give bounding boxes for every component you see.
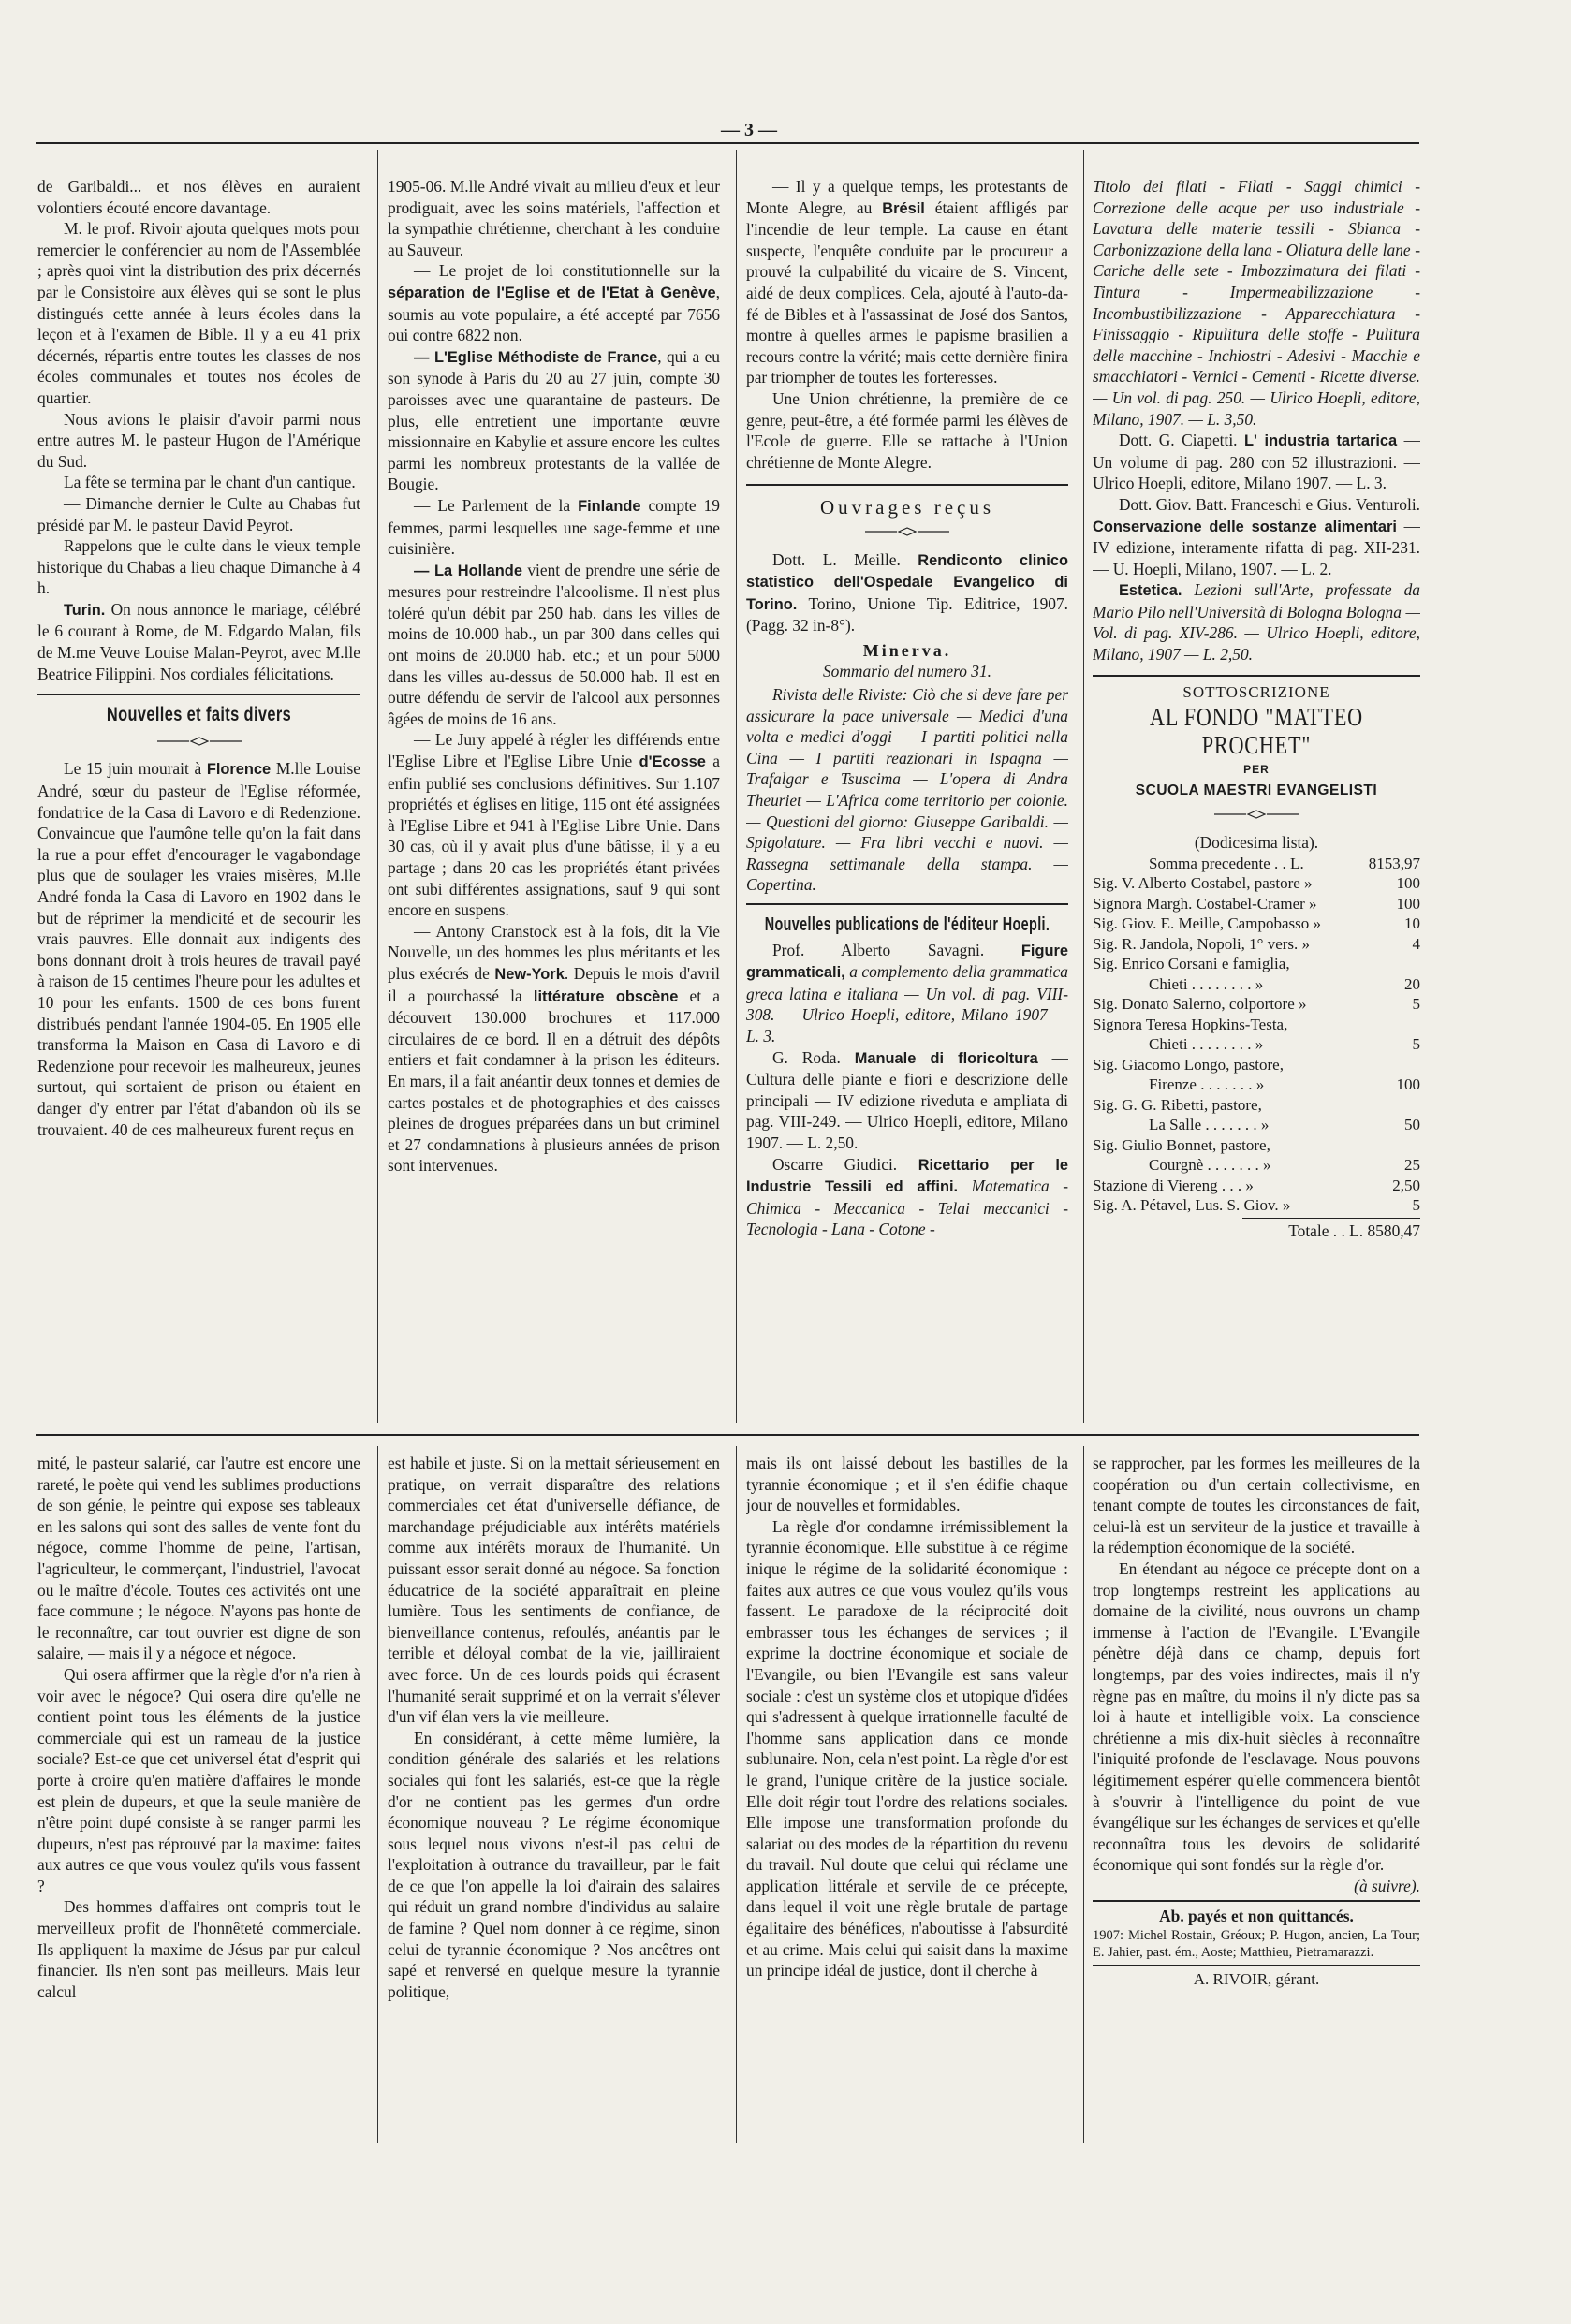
lista-label: (Dodicesima lista).: [1194, 833, 1319, 853]
paragraph: La règle d'or condamne irrémissiblement la tyrannie économique. Elle substitue à ce régime inique le régime de la solidarité économique : faites aux autres ce que vous voulez qu'ils vous fassent. Le paradoxe de la réciprocité doit embrasser tous les échanges de services ; il exprime la doctrine économique et sociale de l'Evangile, ou bien l'Evangile est sans valeur sociale : c'est un système clos et utopique d'idées qui s'adressent à quelque irrationnelle faculté de l'homme sans application dans ce monde sublunaire. Non, cela n'est point. La règle d'or est le grand, l'unique critère de la justice sociale. Elle doit régir tout l'ordre des relations sociales. Elle impose une transformation profonde du salariat ou des modes de la répartition du revenu du travail. Nul doute que celui qui réclame une application littérale et servile de ce précepte, dans lequel il voit une règle brutale de partage égalitaire des bénéfices, n'aboutisse à l'absurdité et au crime. Mais celui qui saisit dans la maxime un principe idéal de justice, dont il cherche à: [746, 1516, 1068, 1981]
bold-text: — L'Eglise Méthodiste de France: [414, 348, 658, 366]
minerva-subtitle: Sommario del numero 31.: [822, 662, 991, 681]
subscriber-name: Courgnè . . . . . . . »: [1149, 1156, 1271, 1175]
bold-text: Rendiconto clinico statistico dell'Ospedale Evangelico di Torino.: [746, 551, 1068, 613]
bold-text: New-York: [494, 965, 565, 983]
subscription-amount: [1345, 1055, 1420, 1075]
paragraph: est habile et juste. Si on la mettait sérieusement en pratique, on verrait disparaître des relations commerciales cet état d'universelle défiance, de marchandage préjudiciable aux intérêts matériels comme aux intérêts moraux de l'humanité. Un puissant essor serait donné au négoce. Sa fonction éducatrice de la société apparaîtrait en pleine lumière. Tous les sentiments de confiance, de bienveillance contenus, refoulés, anéantis par le terrible et déloyal combat de la vie, jailliraient avec force. Un de ces lourds poids qui écrasent l'humanité serait supprimé et on la verrait s'élever d'un vif élan vers la vie meilleure.: [388, 1454, 720, 1727]
subscriber-name: La Salle . . . . . . . »: [1149, 1116, 1270, 1134]
fondo-title: AL FONDO "MATTEO PROCHET": [1150, 703, 1363, 760]
bold-text: Finlande: [578, 497, 641, 515]
text: — Le Parlement de la: [414, 495, 571, 515]
text: — Le projet de loi constitutionnelle sur la: [414, 261, 720, 281]
column-2: [388, 176, 720, 1425]
text: vient de prendre une série de mesures pour restreindre l'alcoolisme. Il n'est plus toléré qu'un débit par 250 hab. dans les villes de moins de 10.000 hab., un par 300 dans celles qui ont moins de 20.000 hab. etc.; et un pour 5000 dans les villes au-dessus de 50.000 hab. Il est en outre défendu de servir de l'alcool aux personnes âgées de moins de 16 ans.: [388, 560, 720, 728]
section-rule: [36, 1434, 1419, 1436]
text: étaient affligés par l'incendie de leur temple. La cause en étant suspecte, l'enquête conduite par le procureur a prouvé la culpabilité du vicaire de S. Vincent, aidé de deux complices. Cela, ajouté à l'auto-da-fé de Bibles et à l'assassinat de José dos Santos, montre à quelles armes le papisme brasilien a recours contre la vérité; mais cette dernière finira par triompher de toutes les forteresses.: [746, 197, 1068, 387]
column-rule: [736, 150, 737, 1423]
paragraph-geneve: [388, 260, 720, 345]
text: — IV edizione, interamente rifatta di pag. XII-231. — U. Hoepli, Milano, 1907. — L. 2.: [1093, 516, 1420, 578]
text: Lezioni sull'Arte, professate da Mario Pilo nell'Università di Bologna Bologna — Vol. di pag. XIV-286. — Ulrico Hoepli, editore, Milano, 1907 — L. 2,50.: [1093, 580, 1420, 665]
paragraph: se rapprocher, par les formes les meilleures de la coopération ou d'un certain collectivisme, en tenant compte de toutes les circonstances de fait, celui-là est un serviteur de la justice et travaille à la rédemption économique de la société.: [1093, 1454, 1420, 1557]
abonnements-title: Ab. payés et non quittancés.: [1159, 1907, 1354, 1926]
text: Dott. Giov. Batt. Franceschi e Gius. Venturoli.: [1119, 494, 1420, 514]
bold-text: Figure grammaticali,: [746, 942, 1068, 982]
subscription-amount: 5: [1412, 1196, 1420, 1215]
text: — Cultura delle piante e fiori e descrizione delle principali — IV edizione riveduta e ampliata di pag. VIII-249. — Ulrico Hoepli, editore, Milano 1907. — L. 2,50.: [746, 1047, 1068, 1152]
subscription-amount: 100: [1396, 874, 1420, 893]
paragraph-ecosse: [388, 729, 720, 920]
subscription-row: [1093, 994, 1420, 1015]
text: M.lle Louise André, sœur du pasteur de l'Eglise réformée, fondatrice de la Casa di Lavoro e di Redenzione. Convaincue que l'aumône telle qu'on la fait dans la rue a pour effet d'encourager le vagabondage plus que de soulager les vraies misères, M.lle André fonda la Casa di Lavoro en 1902 dans le but de réprimer la mendicité et de secourir les vrais pauvres. Elle donnait aux indigents des bons donnant droit à trois heures de travail payé à raison de 15 centimes l'heure pour les adultes et 10 pour les enfants. 1500 de ces bons furent distribués pendant l'année 1904-05. En 1905 elle transforma la Maison en Casa di Lavoro e di Redenzione pour recevoir les malheureux, jeunes surtout, qui sortaient de prison ou étaient en danger d'y entrer par l'état d'abandon où ils se trouvaient. 40 de ces malheureux furent reçus en: [37, 759, 360, 1139]
subscription-row: [1093, 894, 1420, 914]
section-title-nouvelles: Nouvelles et faits divers: [106, 704, 292, 726]
minerva-text: Rivista delle Riviste: Ciò che si deve fare per assicurare la pace universale — Medici d'una volta e medici d'oggi — I partiti politici nella Cina — I partiti reazionari in Ispagna — Trafalgar e Tsuscima — L'opera di Andra Theuriet — L'Africa come territorio per colonie. — Questioni del giorno: Giuseppe Garibaldi. — Spigolature. — Fra libri vecchi e nuovi. — Rassegna settimanale della stampa. — Copertina.: [746, 685, 1068, 895]
giudici-continued: Titolo dei filati - Filati - Saggi chimici - Correzione delle acque per uso industriale - Lavatura delle materie tessili - Sbianca - Carbonizzazione della lana - Oliatura delle lane - Cariche delle sete - Imbozzimatura dei filati - Tintura - Impermeabilizzazione - Incombustibilizzazione - Apparecchiatura - Finissaggio - Ripulitura delle stoffe - Pulitura delle macchine - Inchiostri - Adesivi - Macchie e smacchiatori - Vernici - Cementi - Ricette diverse. — Un vol. di pag. 250. — Ulrico Hoepli, editore, Milano, 1907. — L. 3,50.: [1093, 177, 1420, 429]
subscription-row: [1093, 1055, 1420, 1075]
column-rule: [1083, 150, 1084, 1423]
abonnements-text: 1907: Michel Rostain, Gréoux; P. Hugon, ancien, La Tour; E. Jahier, past. ém., Aoste; Matthieu, Pietramarazzi.: [1093, 1928, 1420, 1961]
subscription-row: [1093, 934, 1420, 955]
ornament-icon: [746, 520, 1068, 542]
paragraph-meille: [746, 549, 1068, 636]
subscription-row: [1093, 1155, 1420, 1176]
paragraph-newyork: [388, 921, 720, 1177]
paragraph: 1905-06. M.lle André vivait au milieu d'eux et leur prodiguait, avec les soins matériels, l'affection et la sympathie chrétienne, cherchant à les conduire au Sauveur.: [388, 177, 720, 259]
paragraph: La fête se termina par le chant d'un cantique.: [64, 473, 356, 492]
bottom-column-2: [388, 1453, 720, 2141]
paragraph: Nous avions le plaisir d'avoir parmi nous entre autres M. le pasteur Hugon de l'Amérique du Sud.: [37, 409, 360, 471]
subscriber-name: Sig. Giov. E. Meille, Campobasso »: [1093, 914, 1321, 933]
suivre-note: (à suivre).: [1354, 1876, 1420, 1895]
section-title-hoepli: Nouvelles publications de l'éditeur Hoepli.: [764, 914, 1050, 935]
text: . Depuis le mois d'avril il a pourchassé la: [388, 963, 720, 1005]
subscription-amount: 4: [1412, 934, 1420, 953]
subscription-amount: 8153,97: [1368, 854, 1420, 872]
ornament-icon: [37, 730, 360, 752]
subscription-row: [1093, 854, 1420, 874]
section-divider: [746, 903, 1068, 905]
section-divider: [746, 484, 1068, 486]
paragraph: Une Union chrétienne, la première de ce genre, peut-être, a été formée parmi les élèves de l'Ecole de guerre. Elle se rattache à l'Union chrétienne de Monte Alegre.: [746, 388, 1068, 472]
paragraph: mais ils ont laissé debout les bastilles de la tyrannie économique ; et il s'en édifie chaque jour de nouvelles et formidables.: [746, 1454, 1068, 1515]
gerant-signature: A. RIVOIR, gérant.: [1193, 1970, 1320, 1989]
sottoscrizione-heading: SOTTOSCRIZIONE: [1182, 682, 1330, 701]
bold-text: Brésil: [882, 199, 925, 217]
subscription-row: [1093, 974, 1420, 995]
subscriber-name: Signora Margh. Costabel-Cramer »: [1093, 894, 1317, 913]
paragraph-hollande: [388, 560, 720, 730]
school-title: SCUOLA MAESTRI EVANGELISTI: [1135, 782, 1378, 798]
subscriber-name: Chieti . . . . . . . . »: [1149, 974, 1264, 993]
subscription-amount: 20: [1404, 974, 1420, 993]
text: et a découvert 130.000 brochures et 117.000 circulaires de ce bord. Il en a détruit des dépôts entiers et fait condamner à la prison les éditeurs. En mars, il a fait anéantir deux tonnes et demies de cartes postales et de photographies et des caisses pleines de drogues préparées dans un but criminel et 27 condamnations à plusieurs années de prison sont intervenues.: [388, 986, 720, 1176]
paragraph: — Dimanche dernier le Culte au Chabas fut présidé par M. le pasteur David Peyrot.: [37, 493, 360, 534]
text: — Il y a quelque temps, les protestants de Monte Alegre, au: [746, 177, 1068, 217]
subscription-table: [1093, 854, 1420, 1216]
text: Matematica - Chimica - Meccanica - Telai meccanici - Tecnologia - Lana - Cotone -: [746, 1177, 1068, 1239]
text: Dott. G. Ciapetti.: [1119, 431, 1238, 450]
column-rule: [377, 150, 378, 1423]
subscriber-name: Sig. Giulio Bonnet, pastore,: [1093, 1135, 1270, 1154]
subscription-amount: 5: [1412, 1035, 1420, 1054]
subscriber-name: Sig. G. G. Ribetti, pastore,: [1093, 1095, 1262, 1114]
subscription-row: [1093, 954, 1420, 974]
subscriber-name: Somma precedente . . L.: [1149, 854, 1304, 872]
paragraph-bresil: [746, 176, 1068, 388]
subscription-amount: 5: [1412, 995, 1420, 1014]
subscription-row: [1093, 1034, 1420, 1055]
subscription-row: [1093, 1135, 1420, 1156]
paragraph-giudici: [746, 1154, 1068, 1240]
subscriber-name: Firenze . . . . . . . »: [1149, 1075, 1265, 1094]
text: Torino, Unione Tip. Editrice, 1907. (Pagg. 32 in-8°).: [746, 593, 1068, 636]
subscription-amount: [1345, 954, 1420, 974]
subscription-amount: 100: [1396, 1075, 1420, 1094]
bold-text: littérature obscène: [533, 987, 679, 1005]
subscription-row: [1093, 914, 1420, 934]
section-divider: [1093, 1965, 1420, 1966]
text: , soumis au vote populaire, a été accepté par 7656 oui contre 6822 non.: [388, 282, 720, 345]
florence-bold: Florence: [206, 761, 272, 779]
text: — Un volume di pag. 280 con 52 illustrazioni. — Ulrico Hoepli, editore, Milano 1907. — L. 3.: [1093, 431, 1420, 493]
text: Le 15 juin mourait à: [64, 759, 202, 779]
totale-row: Totale . . L. 8580,47: [1288, 1220, 1420, 1240]
paragraph-savagni: [746, 940, 1068, 1047]
paragraph: M. le prof. Rivoir ajouta quelques mots pour remercier le conférencier au nom de l'Assemblée ; après quoi vint la distribution des prix décernés par le Consistoire aux élèves qui se sont le plus distingués cette année à leurs écoles dans la leçon et à l'examen de Bible. Il y a eu 41 prix décernés, répartis entre toutes les classes de nos écoles communales et toutes nos écoles de quartier.: [37, 219, 360, 407]
paragraph-florence: [37, 758, 360, 1140]
subscription-row: [1093, 1176, 1420, 1196]
turin-text: On nous annonce le mariage, célébré le 6 courant à Rome, de M. Edgardo Malan, fils de M.me Veuve Louise Malan-Peyrot, avec M.lle Beatrice Filippini. Nos cordiales félicitations.: [37, 599, 360, 683]
paragraph: de Garibaldi... et nos élèves en auraient volontiers écouté encore davantage.: [37, 177, 360, 217]
subscriber-name: Chieti . . . . . . . . »: [1149, 1035, 1264, 1054]
text: Oscarre Giudici.: [772, 1154, 898, 1174]
subscriber-name: Sig. V. Alberto Costabel, pastore »: [1093, 874, 1313, 893]
paragraph-finlande: [388, 495, 720, 560]
text: G. Roda.: [772, 1047, 841, 1067]
subscriber-name: Sig. Enrico Corsani e famiglia,: [1093, 955, 1290, 973]
subscription-amount: [1345, 1015, 1420, 1035]
subscription-row: [1093, 1095, 1420, 1116]
subscription-row: [1093, 873, 1420, 894]
bold-text: Conservazione delle sostanze alimentari: [1093, 518, 1397, 535]
subscriber-name: Sig. Giacomo Longo, pastore,: [1093, 1055, 1284, 1074]
paragraph: mité, le pasteur salarié, car l'autre est encore une rareté, le poète qui vend les sublimes productions de son génie, le peintre qui expose ses tableaux en les salons qui sont des salles de vente font du négoce, comme l'homme de peine, l'artisan, l'agriculteur, le commerçant, l'industriel, l'avocat ou le maître d'école. Toutes ces activités ont une face commune ; le négoce. N'ayons pas honte de le reconnaître, car tout ouvrier est digne de son salaire, — mais il y a négoce et négoce.: [37, 1454, 360, 1663]
section-divider: [1093, 675, 1420, 677]
bold-text: Manuale di floricoltura: [854, 1049, 1038, 1067]
ornament-icon: [1093, 803, 1420, 825]
paragraph-franceschi: [1093, 494, 1420, 579]
subscriber-name: Sig. R. Jandola, Nopoli, 1° vers. »: [1093, 934, 1311, 953]
paragraph: Rappelons que le culte dans le vieux temple historique du Chabas a lieu chaque Dimanche à 4 h.: [37, 536, 360, 598]
text: — Le Jury appelé à régler les différends entre l'Eglise Libre et l'Eglise Libre Unie: [388, 730, 720, 771]
text: Prof. Alberto Savagni.: [772, 940, 985, 959]
paragraph: Des hommes d'affaires ont compris tout le merveilleux profit de l'honnêteté commerciale. Ils appliquent la maxime de Jésus par pur calcul financier. Ils n'en sont pas meilleurs. Mais leur calcul: [37, 1897, 360, 2001]
subscriber-name: Sig. A. Pétavel, Lus. S. Giov. »: [1093, 1196, 1291, 1215]
text: compte 19 femmes, parmi lesquelles une sage-femme et une cuisinière.: [388, 495, 720, 559]
column-rule: [377, 1446, 378, 2143]
bottom-column-4: [1093, 1453, 1420, 2141]
subscription-amount: 2,50: [1392, 1176, 1420, 1194]
paragraph-estetica: [1093, 579, 1420, 665]
text: — Antony Cranstock est à la fois, dit la Vie Nouvelle, un des hommes les plus méritants et les plus exécrés de: [388, 921, 720, 983]
text: , qui a eu son synode à Paris du 20 au 27 juin, compte 30 paroisses avec une quarantaine de pasteurs. De plus, elle entretient une importante œuvre missionnaire en Kabylie et assure encore les cultes parmi les nombreux protestants de la vallée de Bougie.: [388, 346, 720, 494]
subscription-amount: 100: [1396, 894, 1420, 913]
subscription-row: [1093, 1115, 1420, 1135]
column-rule: [736, 1446, 737, 2143]
column-1: [37, 176, 360, 1425]
subscription-row: [1093, 1074, 1420, 1095]
subscriber-name: Signora Teresa Hopkins-Testa,: [1093, 1015, 1288, 1033]
bold-text: d'Ecosse: [639, 753, 706, 771]
subscription-amount: [1345, 1135, 1420, 1156]
paragraph: Qui osera affirmer que la règle d'or n'a rien à voir avec le négoce? Qui osera dire qu'elle ne contient point tous les éléments de la justice commerciale qui est un rameau de la justice sociale? Est-ce que cet universel état d'esprit qui porte à croire qu'en matière d'affaires le monde est plein de dupeurs, et que la seule manière de n'être point dupé consiste à se ranger parmi les dupeurs, n'est pas réprouvé par la maxime: faites aux autres ce que vous voulez qu'ils vous fassent ?: [37, 1664, 360, 1895]
subscription-amount: 50: [1404, 1116, 1420, 1134]
bold-text: Ricettario per le Industrie Tessili ed affini.: [746, 1156, 1068, 1196]
bold-text: L' industria tartarica: [1243, 432, 1398, 450]
paragraph-ciapetti: [1093, 430, 1420, 494]
bold-text: Estetica.: [1119, 582, 1182, 600]
page-number: — 3 —: [721, 120, 777, 140]
per-label: PER: [1243, 763, 1270, 777]
column-3: [746, 176, 1068, 1425]
subscription-amount: 25: [1404, 1156, 1420, 1175]
section-title-ouvrages: Ouvrages reçus: [819, 496, 995, 519]
section-divider: [1093, 1900, 1420, 1902]
paragraph: En considérant, à cette même lumière, la condition générale des salariés et les relations sociales qui font les salariés, est-ce que la règle d'or ne contient pas les germes d'un ordre économique nouveau ? Le régime économique sous lequel nous vivons n'est-il pas celui de l'exploitation à outrance du travailleur, par le fait de ce que l'on appelle la loi d'airain des salaires qui réduit un grand nombre d'individus au salaire de famine ? Quel nom donner à ce régime, sinon celui de tyrannie économique ? Nos ancêtres ont sapé et renversé en quelque mesure la tyrannie politique,: [388, 1728, 720, 2001]
total-rule: [1242, 1218, 1420, 1219]
bold-text: — La Hollande: [414, 562, 522, 579]
column-4: [1093, 176, 1420, 1425]
subscriber-name: Stazione di Viereng . . . »: [1093, 1176, 1254, 1194]
paragraph: En étendant au négoce ce précepte dont on a trop longtemps restreint les applications au domaine de la civilité, nous ouvrons un champ immense à l'action de l'Evangile. L'Evangile pénètre déjà dans ce champ, depuis fort longtemps, par des voies indirectes, mais il n'y règne pas en maître, du moins il n'y dicte pas sa loi à haute et intelligible voix. La conscience chrétienne a mis dix-huit siècles à reconnaître l'iniquité profonde de l'esclavage. Nous pouvons légitimement espérer qu'elle commencera bientôt à s'ouvrir à l'intelligence du point de vue évangélique sur les échanges de services et qu'elle reconnaîtra tous les devoirs de solidarité économique qui sont fondés sur la règle d'or.: [1093, 1558, 1420, 1875]
column-rule: [1083, 1446, 1084, 2143]
section-divider: [37, 694, 360, 695]
subscriber-name: Sig. Donato Salerno, colportore »: [1093, 995, 1307, 1014]
paragraph-methodiste: [388, 346, 720, 495]
text: a complemento della grammatica greca latina e italiana — Un vol. di pag. VIII-308. — Ulrico Hoepli, editore, Milano 1907 — L. 3.: [746, 962, 1068, 1045]
text: a enfin publié ses conclusions définitives. Sur 1.107 propriétés et églises en litige, 115 ont été assignées à l'Eglise Libre et 941 à l'Eglise Libre Unie. Dans 30 cas, où il y avait plus d'une bâtisse, il y a eu partage ; dans 20 cas les propriétés étant privées ont subi différentes assignations, sauf 9 qui sont encore en suspens.: [388, 752, 720, 920]
subscription-row: [1093, 1015, 1420, 1035]
turin-label: Turin.: [64, 601, 106, 619]
bold-text: séparation de l'Eglise et de l'Etat à Genève: [388, 284, 716, 301]
top-rule: [36, 142, 1419, 144]
text: Dott. L. Meille.: [772, 549, 901, 569]
bottom-column-3: [746, 1453, 1068, 2141]
paragraph-turin: [37, 599, 360, 684]
subscription-amount: [1345, 1095, 1420, 1116]
paragraph-roda: [746, 1047, 1068, 1154]
subscription-amount: 10: [1404, 914, 1420, 933]
bottom-column-1: [37, 1453, 360, 2141]
minerva-title: Minerva.: [862, 640, 952, 660]
subscription-row: [1093, 1195, 1420, 1216]
